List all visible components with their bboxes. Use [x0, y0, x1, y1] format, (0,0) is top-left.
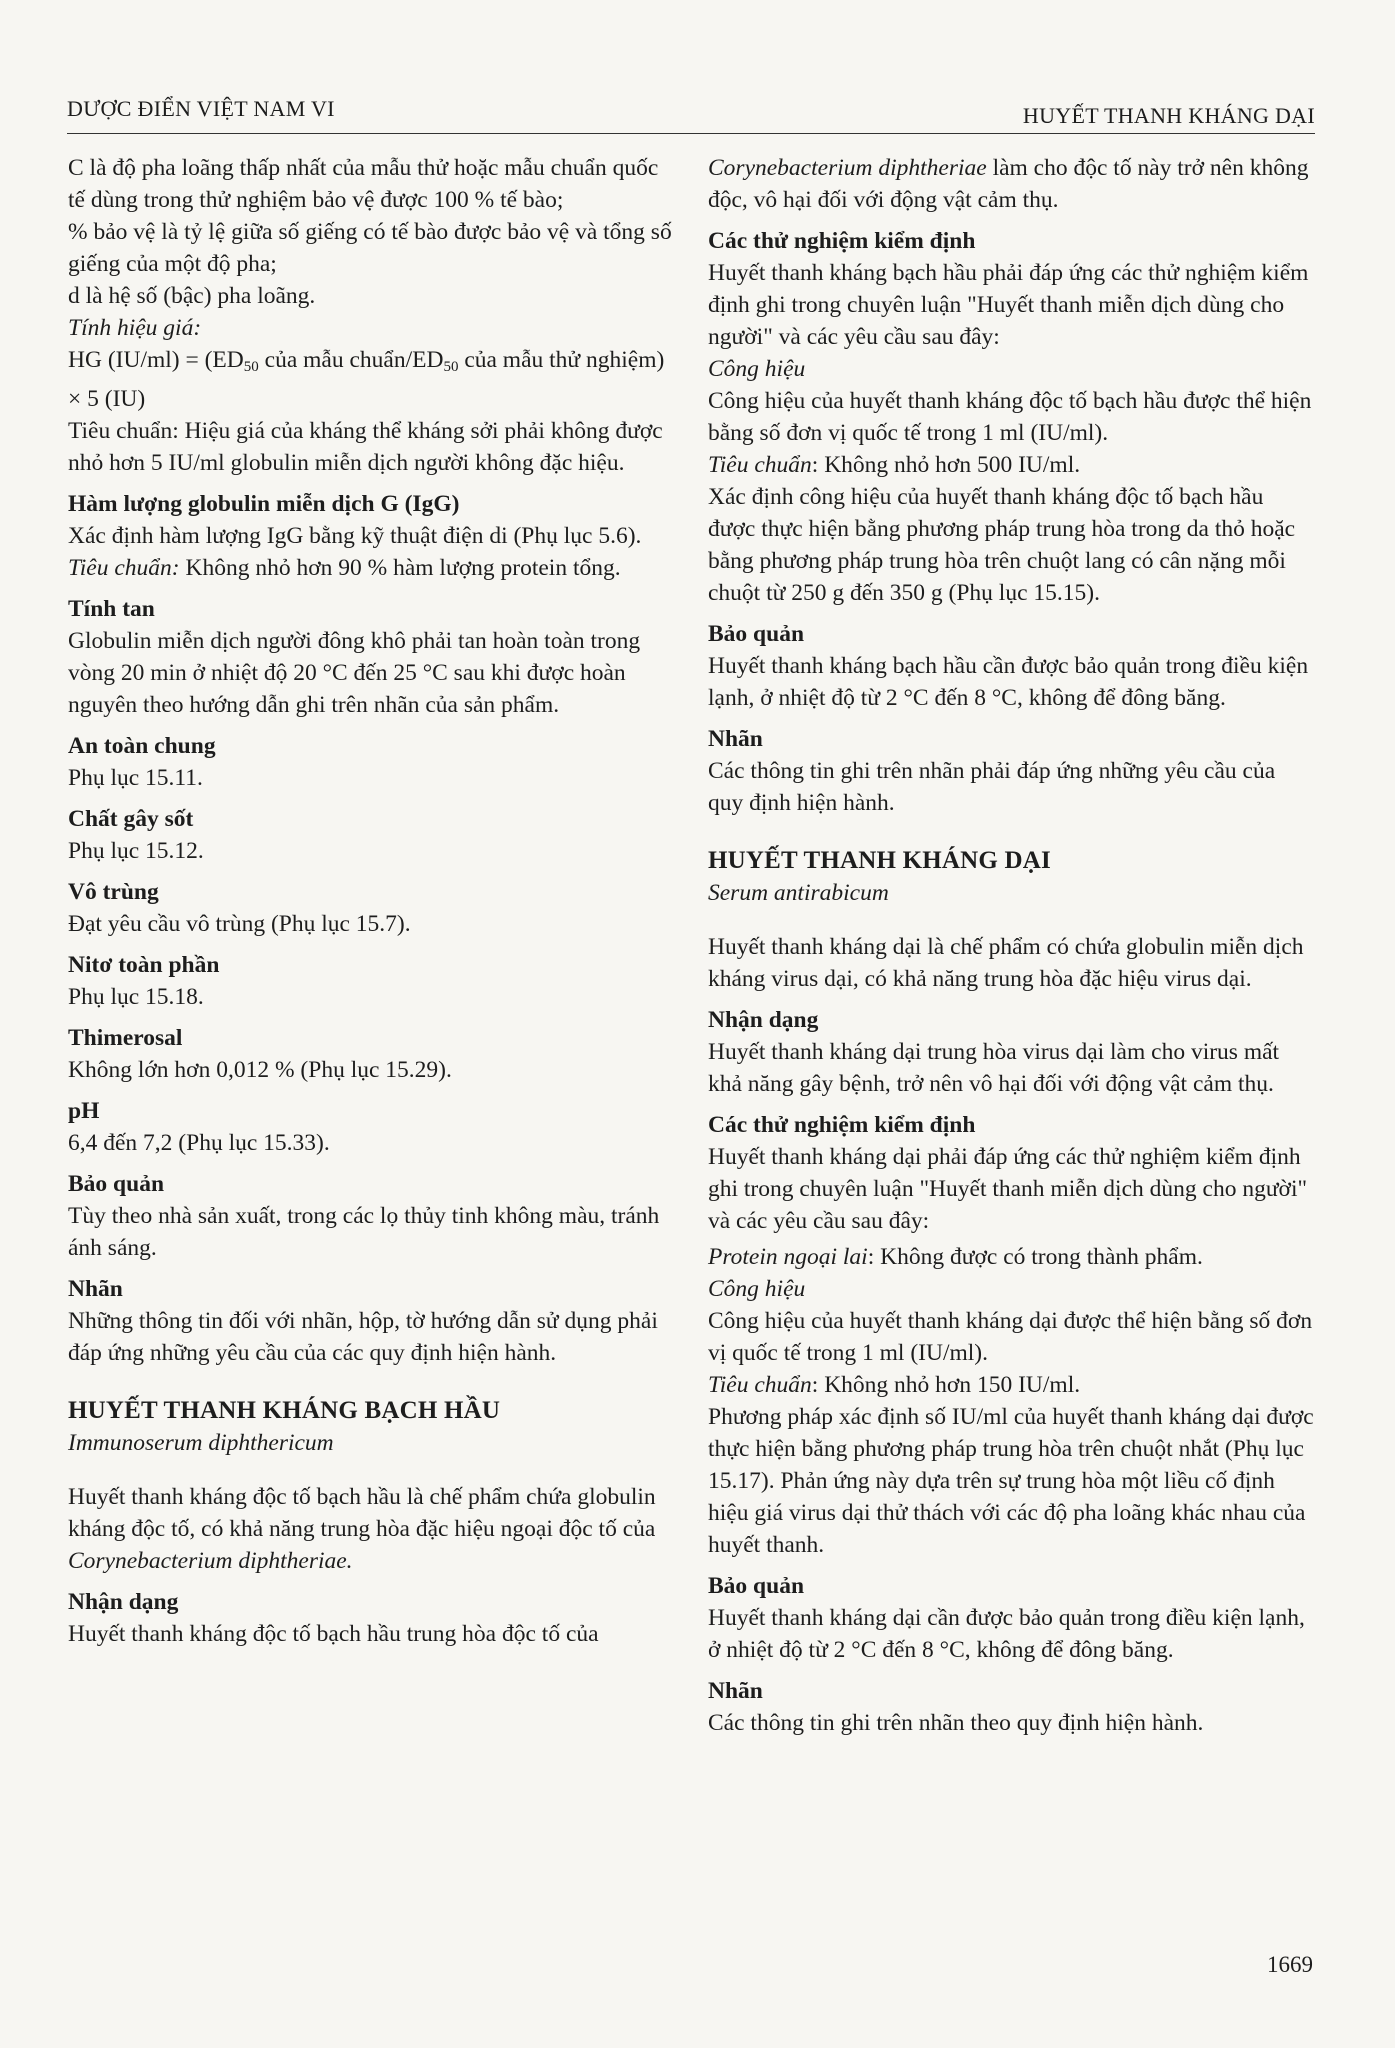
paragraph: Huyết thanh kháng dại trung hòa virus dại làm cho virus mất khả năng gây bệnh, trở nên vô hại đối với động vật cảm thụ. [708, 1039, 1280, 1097]
criterion-label: Tiêu chuẩn: [68, 555, 180, 581]
header-rule [67, 133, 1315, 134]
paragraph: Huyết thanh kháng bạch hầu cần được bảo quản trong điều kiện lạnh, ở nhiệt độ từ 2 °C đến 8 °C, không để đông băng. [708, 653, 1309, 711]
paragraph: Globulin miễn dịch người đông khô phải tan hoàn toàn trong vòng 20 min ở nhiệt độ 20 °C đến 25 °C sau khi được hoàn nguyên theo hướng dẫn ghi trên nhãn của sản phẩm. [68, 628, 641, 718]
paragraph: Huyết thanh kháng dại cần được bảo quản trong điều kiện lạnh, ở nhiệt độ từ 2 °C đến 8 °C, không để đông băng. [708, 1605, 1305, 1663]
formula-part: HG (IU/ml) = (ED [68, 347, 244, 373]
section-heading: Nhãn [708, 1678, 763, 1704]
paragraph: Xác định hàm lượng IgG bằng kỹ thuật điện di (Phụ lục 5.6). [68, 523, 642, 549]
section-heading: An toàn chung [68, 733, 216, 759]
subheading-italic: Tính hiệu giá: [68, 315, 202, 341]
section-heading: Bảo quản [708, 1573, 805, 1599]
subscript: 50 [443, 359, 459, 375]
criterion-text: Không nhỏ hơn 90 % hàm lượng protein tổng. [179, 555, 621, 581]
monograph-title: HUYẾT THANH KHÁNG BẠCH HẦU [68, 1397, 501, 1424]
monograph-latin-name: Immunoserum diphthericum [68, 1430, 334, 1456]
paragraph [708, 152, 1316, 216]
page-number: 1669 [1267, 1952, 1313, 1977]
section-heading: Tính tan [68, 596, 155, 622]
paragraph: Huyết thanh kháng dại phải đáp ứng các thử nghiệm kiểm định ghi trong chuyên luận "Huyết thanh miễn dịch dùng cho người" và các yêu cầu sau đây: [708, 1144, 1308, 1234]
paragraph: Không lớn hơn 0,012 % (Phụ lục 15.29). [68, 1057, 452, 1083]
paragraph: Huyết thanh kháng bạch hầu phải đáp ứng các thử nghiệm kiểm định ghi trong chuyên luận "Huyết thanh miễn dịch dùng cho người" và các yêu cầu sau đây: [708, 260, 1309, 350]
monograph-title: HUYẾT THANH KHÁNG DẠI [708, 847, 1051, 874]
monograph-latin-name: Serum antirabicum [708, 880, 889, 906]
paragraph: Tiêu chuẩn: Hiệu giá của kháng thể kháng sởi phải không được nhỏ hơn 5 IU/ml globulin miễn dịch người không đặc hiệu. [68, 418, 663, 476]
section-heading: Nhãn [708, 726, 763, 752]
section-heading: Các thử nghiệm kiểm định [708, 1112, 976, 1138]
section-heading: pH [68, 1098, 100, 1124]
paragraph: Tùy theo nhà sản xuất, trong các lọ thủy tinh không màu, tránh ánh sáng. [68, 1203, 660, 1261]
paragraph: % bảo vệ là tỷ lệ giữa số giếng có tế bào được bảo vệ và tổng số giếng của một độ pha; [68, 219, 672, 277]
section-heading: Bảo quản [708, 621, 805, 647]
running-head-left: DƯỢC ĐIỂN VIỆT NAM VI [67, 96, 335, 121]
paragraph [68, 1481, 678, 1577]
paragraph: Phụ lục 15.12. [68, 838, 204, 864]
paragraph: Phương pháp xác định số IU/ml của huyết thanh kháng dại được thực hiện bằng phương pháp trung hòa trên chuột nhắt (Phụ lục 15.17). Phản ứng này dựa trên sự trung hòa một liều cố định hiệu giá virus dại thử thách với các độ pha loãng khác nhau của huyết thanh. [708, 1404, 1314, 1558]
organism-name: Corynebacterium diphtheriae [708, 155, 987, 181]
section-heading: Nitơ toàn phần [68, 952, 220, 978]
paragraph [708, 1241, 1316, 1273]
section-heading: Nhận dạng [68, 1589, 179, 1615]
paragraph: 6,4 đến 7,2 (Phụ lục 15.33). [68, 1130, 330, 1156]
paragraph: Phụ lục 15.18. [68, 984, 204, 1010]
intro-text: Huyết thanh kháng độc tố bạch hầu là chế phẩm chứa globulin kháng độc tố, có khả năng trung hòa đặc hiệu ngoại độc tố của [68, 1484, 656, 1542]
section-heading: Các thử nghiệm kiểm định [708, 228, 976, 254]
paragraph: d là hệ số (bậc) pha loãng. [68, 283, 316, 309]
section-heading: Hàm lượng globulin miễn dịch G (IgG) [68, 491, 460, 517]
criterion-label: Tiêu chuẩn [708, 1372, 812, 1398]
formula [68, 344, 678, 415]
paragraph: Những thông tin đối với nhãn, hộp, tờ hướng dẫn sử dụng phải đáp ứng những yêu cầu của các quy định hiện hành. [68, 1308, 658, 1366]
section-heading: Nhận dạng [708, 1007, 819, 1033]
section-heading: Nhãn [68, 1276, 123, 1302]
paragraph: Các thông tin ghi trên nhãn phải đáp ứng những yêu cầu của quy định hiện hành. [708, 758, 1276, 816]
section-heading: Bảo quản [68, 1171, 165, 1197]
paragraph [68, 552, 678, 584]
section-heading: Chất gây sốt [68, 806, 194, 832]
spacer [708, 819, 1316, 845]
paragraph: Công hiệu của huyết thanh kháng dại được thể hiện bằng số đơn vị quốc tế trong 1 ml (IU/ml). [708, 1308, 1313, 1366]
criterion-text: : Không nhỏ hơn 500 IU/ml. [811, 452, 1081, 478]
criterion-text: : Không được có trong thành phẩm. [867, 1244, 1203, 1270]
paragraph [708, 1369, 1316, 1401]
formula-part: của mẫu chuẩn/ED [258, 347, 444, 373]
paragraph: Huyết thanh kháng độc tố bạch hầu trung hòa độc tố của [68, 1621, 599, 1647]
subscript: 50 [243, 359, 259, 375]
paragraph: Công hiệu của huyết thanh kháng độc tố bạch hầu được thể hiện bằng số đơn vị quốc tế trong 1 ml (IU/ml). [708, 388, 1312, 446]
organism-name: Corynebacterium diphtheriae. [68, 1548, 353, 1574]
paragraph-text: làm cho độc tố này trở nên không độc, vô hại đối với động vật cảm thụ. [708, 155, 1309, 213]
left-column [68, 152, 678, 1650]
spacer [708, 909, 1316, 931]
paragraph: Các thông tin ghi trên nhãn theo quy định hiện hành. [708, 1710, 1204, 1736]
section-heading: Thimerosal [68, 1025, 183, 1051]
paragraph [708, 449, 1316, 481]
paragraph: C là độ pha loãng thấp nhất của mẫu thử hoặc mẫu chuẩn quốc tế dùng trong thử nghiệm bảo vệ được 100 % tế bào; [68, 155, 659, 213]
paragraph: Phụ lục 15.11. [68, 765, 203, 791]
criterion-text: : Không nhỏ hơn 150 IU/ml. [811, 1372, 1081, 1398]
subheading-italic: Công hiệu [708, 1276, 806, 1302]
subheading-italic: Công hiệu [708, 356, 806, 382]
criterion-label: Tiêu chuẩn [708, 452, 812, 478]
section-heading: Vô trùng [68, 879, 159, 905]
paragraph: Xác định công hiệu của huyết thanh kháng độc tố bạch hầu được thực hiện bằng phương pháp trung hòa trong da thỏ hoặc bằng phương pháp trung hòa trên chuột lang có cân nặng mỗi chuột từ 250 g đến 350 g (Phụ lục 15.15). [708, 484, 1296, 606]
paragraph: Đạt yêu cầu vô trùng (Phụ lục 15.7). [68, 911, 411, 937]
criterion-label: Protein ngoại lai [708, 1244, 868, 1270]
spacer [68, 1459, 678, 1481]
paragraph: Huyết thanh kháng dại là chế phẩm có chứa globulin miễn dịch kháng virus dại, có khả năng trung hòa đặc hiệu virus dại. [708, 934, 1304, 992]
formula-part: của mẫu thử nghiệm) × 5 (IU) [68, 347, 665, 412]
right-column [708, 152, 1316, 1739]
running-head-right: HUYẾT THANH KHÁNG DẠI [1022, 103, 1315, 128]
spacer [68, 1369, 678, 1395]
